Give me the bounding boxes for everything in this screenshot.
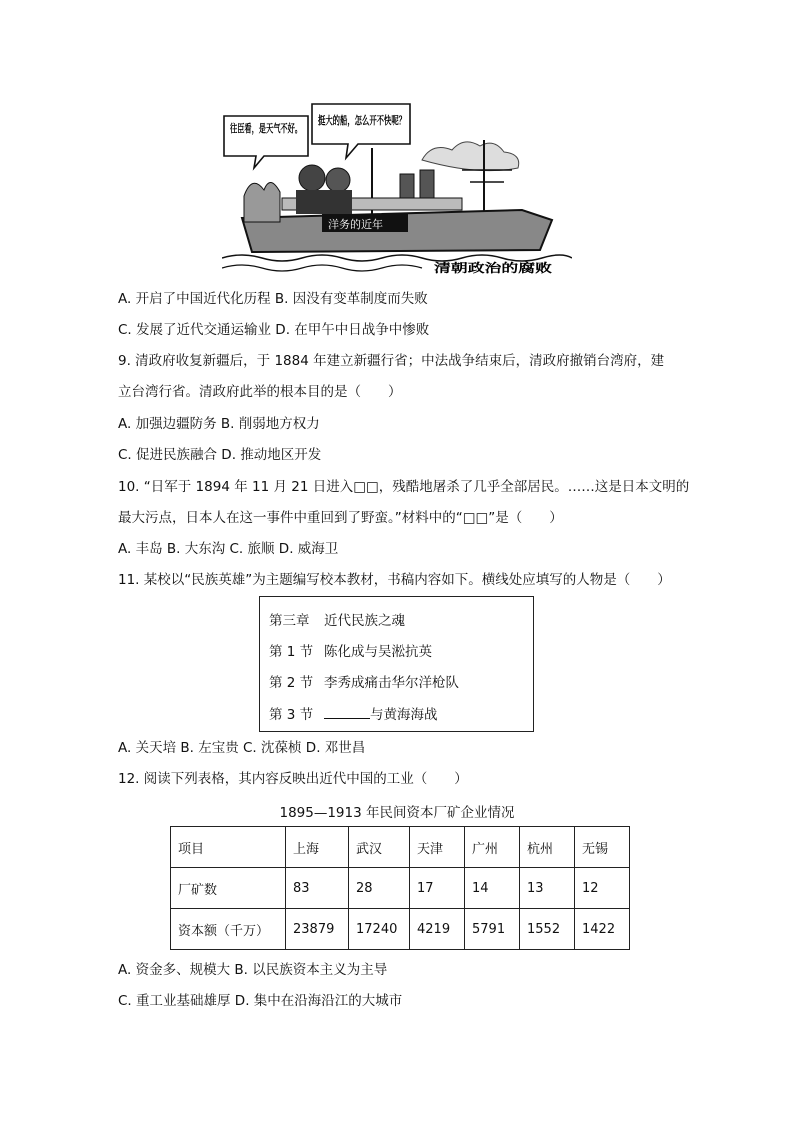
q12-stem: 12. 阅读下列表格，其内容反映出近代中国的工业（ ） [118, 771, 468, 787]
header-cell: 项目 [171, 827, 286, 868]
table-cell: 28 [349, 868, 410, 909]
table-cell: 4219 [410, 909, 465, 950]
svg-text:清朝政治的腐败: 清朝政治的腐败 [434, 261, 519, 275]
q9-option-line-2: C. 促进民族融合 D. 推动地区开发 [118, 447, 322, 463]
q10-stem-line-2: 最大污点，日本人在这一事件中重回到了野蛮。”材料中的“□□”是（ ） [118, 510, 563, 526]
table-cell: 83 [286, 868, 349, 909]
table-caption: 1895—1913 年民间资本厂矿企业情况 [279, 805, 515, 821]
q9-stem-line-2: 立台湾行省。清政府此举的根本目的是（ ） [118, 384, 402, 400]
header-cell: 武汉 [349, 827, 410, 868]
fill-in-blank [324, 705, 370, 719]
box-row-section-2: 第 2 节 李秀成痛击华尔洋枪队 [269, 675, 459, 691]
table-header-row [171, 827, 630, 868]
table-cell: 1552 [520, 909, 575, 950]
enterprise-table [170, 826, 630, 950]
q9-stem-line-1: 9. 清政府收复新疆后，于 1884 年建立新疆行省；中法战争结束后，清政府撤销台湾府，建 [118, 353, 665, 369]
svg-text:洋务的近年: 洋务的近年 [328, 218, 383, 231]
q9-option-line-1: A. 加强边疆防务 B. 削弱地方权力 [118, 416, 320, 432]
q11-stem: 11. 某校以“民族英雄”为主题编写校本教材，书稿内容如下。横线处应填写的人物是（ ） [118, 572, 671, 588]
table-cell: 5791 [465, 909, 520, 950]
header-cell: 无锡 [575, 827, 630, 868]
table-cell: 12 [575, 868, 630, 909]
svg-text:挺大的船，怎么开不快呢？: 挺大的船，怎么开不快呢？ [318, 114, 450, 127]
q11-options: A. 关天培 B. 左宝贵 C. 沈葆桢 D. 邓世昌 [118, 740, 366, 756]
speech-bubble-right [312, 104, 450, 158]
q10-options: A. 丰岛 B. 大东沟 C. 旅顺 D. 威海卫 [118, 541, 339, 557]
q12-option-line-2: C. 重工业基础雄厚 D. 集中在沿海沿江的大城市 [118, 993, 403, 1009]
table-cell: 17 [410, 868, 465, 909]
box-row-section-3: 第 3 节 与黄海海战 [269, 707, 438, 723]
q12-option-line-1: A. 资金多、规模大 B. 以民族资本主义为主导 [118, 962, 388, 978]
header-cell: 上海 [286, 827, 349, 868]
q11-manuscript-box [259, 596, 534, 732]
q8-option-line-1: A. 开启了中国近代化历程 B. 因没有变革制度而失败 [118, 291, 428, 307]
header-cell: 广州 [465, 827, 520, 868]
table-cell: 资本额（千万） [171, 909, 286, 950]
table-cell: 23879 [286, 909, 349, 950]
q10-stem-line-1: 10. “日军于 1894 年 11 月 21 日进入□□，残酷地屠杀了几乎全部居民。……这是日本文明的 [118, 479, 690, 495]
table-row [171, 868, 630, 909]
box-row-chapter: 第三章 近代民族之魂 [269, 613, 405, 629]
table-cell: 1422 [575, 909, 630, 950]
header-cell: 杭州 [520, 827, 575, 868]
box-row-section-1: 第 1 节 陈化成与吴淞抗英 [269, 644, 432, 660]
speech-bubble-left [224, 116, 340, 168]
q8-option-line-2: C. 发展了近代交通运输业 D. 在甲午中日战争中惨败 [118, 322, 430, 338]
header-cell: 天津 [410, 827, 465, 868]
table-cell: 14 [465, 868, 520, 909]
table-cell: 13 [520, 868, 575, 909]
svg-text:往臣看，是天气不好。: 往臣看，是天气不好。 [230, 122, 340, 135]
table-row [171, 909, 630, 950]
table-cell: 17240 [349, 909, 410, 950]
cartoon-illustration [222, 100, 572, 278]
table-cell: 厂矿数 [171, 868, 286, 909]
